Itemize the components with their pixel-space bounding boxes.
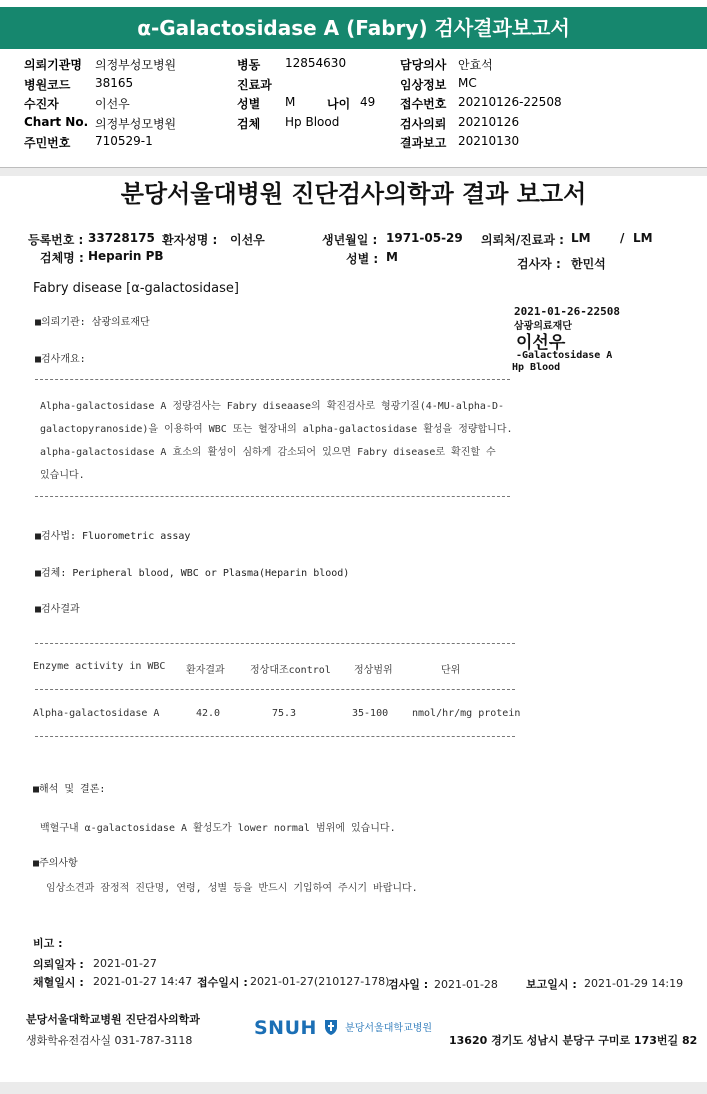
- table-cell-range: 35-100: [352, 708, 389, 719]
- table-cell-control: 75.3: [272, 708, 297, 719]
- patient-name-label: 환자성명 :: [162, 233, 218, 247]
- table-bottom-rule: [35, 736, 515, 737]
- collect-date-value: 2021-01-27 14:47: [93, 975, 193, 988]
- test-date-label: 검사일 :: [388, 978, 429, 991]
- registration-value: 33728175: [88, 231, 155, 245]
- receive-date-value: 2021-01-27(210127-178): [250, 975, 390, 988]
- stamp-test: -Galactosidase A: [516, 350, 613, 361]
- table-header-control: 정상대조control: [250, 665, 331, 676]
- report-title: 분당서울대병원 진단검사의학과 결과 보고서: [120, 180, 587, 208]
- result-report-label: 결과보고: [400, 136, 447, 150]
- patient-name-value: 이선우: [230, 233, 265, 247]
- overview-line: 있습니다.: [40, 470, 85, 481]
- referral-dept-value1: LM: [571, 231, 591, 245]
- table-header-rule: [35, 689, 515, 690]
- overview-line: galactopyranoside)을 이용하여 WBC 또는 혈장내의 alpha-galactosidase 활성을 정량합니다.: [40, 424, 513, 435]
- table-cell-enzyme: Alpha-galactosidase A: [33, 708, 160, 719]
- specimen-label: 검체: [237, 117, 261, 131]
- report-header-title: α-Galactosidase A (Fabry) 검사결과보고서: [137, 16, 570, 40]
- report-date-value: 2021-01-29 14:19: [584, 977, 684, 990]
- referral-institution: ■의뢰기관: 삼광의료재단: [35, 317, 150, 328]
- interpretation-text: 백혈구내 α-galactosidase A 활성도가 lower normal 범위에 있습니다.: [40, 823, 396, 834]
- report-sex-label: 성별 :: [346, 252, 379, 266]
- stamp-org: 삼광의료재단: [514, 321, 572, 332]
- request-date-label: 의뢰일자 :: [33, 958, 84, 971]
- age-label: 나이: [327, 97, 351, 111]
- dashed-rule: [35, 379, 510, 380]
- hospital-code-value: 38165: [95, 76, 134, 90]
- dashed-rule: [35, 496, 510, 497]
- resident-no-value: 710529-1: [95, 134, 153, 148]
- referral-dept-label: 의뢰처/진료과 :: [481, 233, 564, 247]
- dob-label: 생년월일 :: [322, 233, 378, 247]
- snuh-logo: [254, 1017, 432, 1039]
- doctor-label: 담당의사: [400, 58, 447, 72]
- resident-no-label: 주민번호: [24, 136, 71, 150]
- receive-date-label: 접수일시 :: [197, 976, 248, 989]
- receipt-no-label: 접수번호: [400, 97, 447, 111]
- overview-line: Alpha-galactosidase A 정량검사는 Fabry diseaase의 확진검사로 형광기질(4-MU-alpha-D-: [40, 401, 504, 412]
- logo-wordmark: SNUH: [254, 1017, 317, 1039]
- sex-label: 성별: [237, 97, 261, 111]
- request-date-value: 2021-01-27: [93, 957, 157, 970]
- referral-dept-sep: /: [620, 231, 625, 245]
- ward-label: 병동: [237, 58, 261, 72]
- address: 13620 경기도 성남시 분당구 구미로 173번길 82: [449, 1034, 698, 1047]
- logo-subtitle: 분당서울대학교병원: [345, 1023, 433, 1034]
- specimen-name-label: 검체명 :: [40, 251, 84, 265]
- logo-emblem-icon: [324, 1018, 338, 1036]
- specimen-value: Hp Blood: [285, 115, 340, 129]
- dob-value: 1971-05-29: [386, 231, 463, 245]
- table-cell-unit: nmol/hr/mg protein: [412, 708, 521, 719]
- specimen-name-value: Heparin PB: [88, 249, 164, 263]
- test-name: Fabry disease [α-galactosidase]: [33, 281, 239, 296]
- stamp-specimen: Hp Blood: [512, 362, 561, 373]
- referral-dept-value2: LM: [633, 231, 653, 245]
- age-value: 49: [360, 95, 376, 109]
- summary-header: [0, 0, 707, 168]
- ward-value: 12854630: [285, 56, 347, 70]
- test-date-value: 2021-01-28: [434, 978, 498, 991]
- overview-line: alpha-galactosidase A 효소의 활성이 심하게 감소되어 있으면 Fabry disease로 확진할 수: [40, 447, 496, 458]
- registration-label: 등록번호 :: [28, 233, 84, 247]
- test-method: ■검사법: Fluorometric assay: [35, 531, 191, 542]
- stamp-patient-name: 이선우: [516, 333, 566, 353]
- results-heading: ■검사결과: [35, 604, 80, 615]
- institution-value: 의정부성모병원: [95, 58, 177, 72]
- remarks-label: 비고 :: [33, 937, 63, 950]
- department-label: 진료과: [237, 78, 272, 92]
- table-header-enzyme: Enzyme activity in WBC: [33, 661, 166, 672]
- table-cell-patient-result: 42.0: [196, 708, 221, 719]
- bottom-divider: [0, 1082, 707, 1094]
- table-top-rule: [35, 643, 515, 644]
- tester-label: 검사자 :: [517, 257, 561, 271]
- patient-label: 수진자: [24, 97, 59, 111]
- chart-no-label: Chart No.: [24, 115, 89, 129]
- institution-label: 의뢰기관명: [24, 58, 82, 72]
- notes-text: 임상소견과 잠정적 진단명, 연령, 성별 등을 반드시 기입하여 주시기 바랍니다.: [46, 883, 418, 894]
- title-bar: [0, 7, 707, 49]
- interpretation-heading: ■해석 및 결론:: [33, 784, 106, 795]
- table-header-range: 정상범위: [354, 665, 393, 676]
- result-report-value: 20210130: [458, 134, 520, 148]
- clinical-info-label: 임상정보: [400, 78, 447, 92]
- chart-no-value: 의정부성모병원: [95, 117, 177, 131]
- collect-date-label: 채혈일시 :: [33, 976, 84, 989]
- table-header-unit: 단위: [441, 665, 461, 676]
- test-request-label: 검사의뢰: [400, 117, 447, 131]
- hospital-code-label: 병원코드: [24, 78, 71, 92]
- test-sample: ■검체: Peripheral blood, WBC or Plasma(Heparin blood): [35, 568, 350, 579]
- stamp-receipt-no: 2021-01-26-22508: [514, 305, 620, 318]
- report-sex-value: M: [386, 250, 398, 264]
- receipt-no-value: 20210126-22508: [458, 95, 562, 109]
- overview-heading: ■검사개요:: [35, 354, 86, 365]
- test-request-value: 20210126: [458, 115, 520, 129]
- report-date-label: 보고일시 :: [526, 978, 577, 991]
- footer-lab: 생화학유전검사실 031-787-3118: [26, 1034, 193, 1047]
- clinical-info-value: MC: [458, 76, 477, 90]
- notes-heading: ■주의사항: [33, 858, 78, 869]
- tester-value: 한민석: [571, 257, 606, 271]
- sex-value: M: [285, 95, 296, 109]
- table-header-patient: 환자결과: [186, 665, 225, 676]
- footer-org: 분당서울대학교병원 진단검사의학과: [26, 1013, 200, 1026]
- patient-value: 이선우: [95, 97, 130, 111]
- doctor-value: 안효석: [458, 58, 493, 72]
